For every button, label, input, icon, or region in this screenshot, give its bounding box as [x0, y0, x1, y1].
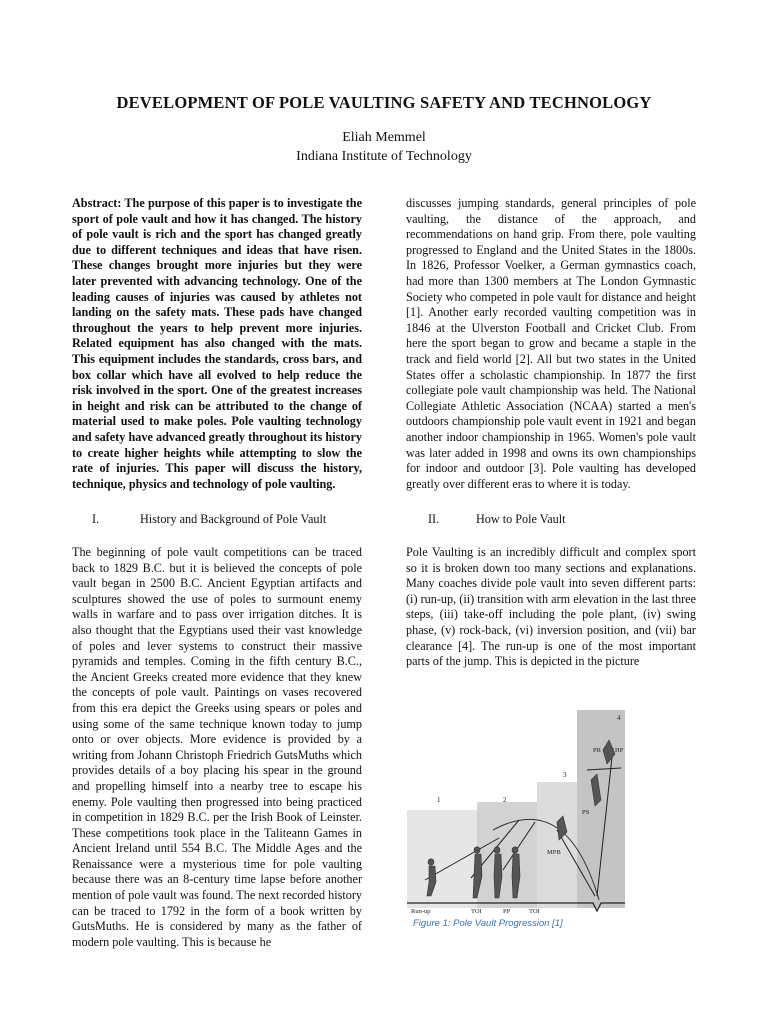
phase-1-panel: [407, 810, 477, 908]
label-hp: HP: [615, 747, 624, 754]
phase-number-1: 1: [437, 796, 441, 804]
label-toi-2: TOI: [529, 908, 540, 915]
phase-number-2: 2: [503, 796, 507, 804]
phase-number-4: 4: [617, 714, 621, 722]
figure-caption: Figure 1: Pole Vault Progression [1]: [413, 918, 563, 929]
paper-title: DEVELOPMENT OF POLE VAULTING SAFETY AND TECHNOLOGY: [116, 93, 652, 112]
section-1-title: History and Background of Pole Vault: [140, 512, 327, 526]
figure-illustration: [407, 710, 625, 915]
section-2-number: II.: [428, 512, 440, 526]
section-2-heading: [428, 512, 566, 527]
label-pp: PP: [503, 908, 511, 915]
phase-2-panel: [477, 802, 537, 908]
section-1-body: The beginning of pole vault competitions can be traced back to 1829 B.C. but it is believed the concepts of pole vault began in 2500 B.C. Ancient Egyptian artifacts and sculptures showed the use of poles to surmount enemy walls in warfare and to pass over irrigation ditches. It is also thought that the Egyptians used their vast knowledge of poles and lever systems to construct their massive pyramids and temples. Coming in the fifth century B.C., the Ancient Greeks created more evidence that they knew the concepts of pole vault. Paintings on vases recovered from this era depict the Greeks using spears or poles and using some of the same technique known today to jump onto or over objects. More evidence is provided by a writing from Johann Christoph Friedrich GutsMuths which provides details of a boy placing his spear in the ground and propelling himself into a nearby tree to escape his enemy. Pole vaulting then progressed into being practiced in competition in 1829 B.C. per the Irish Book of Leinster. These competitions took place in the Taliteann Games in Ancient Ireland until 554 B.C. The Middle Ages and the Renaissance were a mysterious time for pole vaulting because there was an 8-century time lapse before another mention of pole vault was found. The next recorded history can be traced to 1792 in the form of a book written by GutsMuths. He is considered by many as the father of modern pole vaulting. This is because he: [72, 545, 362, 949]
section-2-title: How to Pole Vault: [476, 512, 566, 526]
label-ps: PS: [582, 809, 590, 816]
section-2-body: Pole Vaulting is an incredibly difficult and complex sport so it is broken down too many sections and explanations. Many coaches divide pole vault into seven different parts: (i) run-up, (ii) transition with arm elevation in the last three steps, (iii) take-off including the pole plant, (iv) swing phase, (v) rock-back, (vi) inversion position, and (vii) bar clearance [4]. The run-up is one of the most important parts of the jump. This is depicted in the picture: [406, 545, 696, 669]
section-1-heading: [92, 512, 326, 527]
pole-vault-progression-figure: [407, 710, 625, 915]
phase-3-panel: [537, 782, 577, 908]
label-pr: PR: [593, 747, 601, 754]
author-affiliation: Indiana Institute of Technology: [296, 149, 472, 164]
label-toi-1: TOI: [471, 908, 482, 915]
phase-number-3: 3: [563, 771, 567, 779]
history-continuation-paragraph: discusses jumping standards, general principles of pole vaulting, the distance of the approach, and recommendations on hand grip. From there, pole vaulting progressed to England and the United States in the 1800s. In 1826, Professor Voelker, a German gymnastics coach, had more than 1300 members at The London Gymnastic Society who competed in pole vault for distance and height [1]. Another early recorded vaulting competition was in 1846 at the Ulverston Football and Cricket Club. From here the sport began to grow and became a staple in the track and field world [2]. All but two states in the United States offer a scholastic championship. In 1877 the first collegiate pole vault championship was held. The National Collegiate Athletic Association (NCAA) started a men's outdoors championship pole vault event in 1921 and began another indoor championship in 1965. Women's pole vault was later added in 1998 and owns its own championships for indoor and outdoor [3]. Pole vaulting has developed greatly over different eras to where it is today.: [406, 196, 696, 491]
author-name: Eliah Memmel: [342, 130, 426, 145]
label-run-up: Run-up: [411, 908, 431, 915]
label-mpb: MPB: [547, 849, 561, 856]
section-1-number: I.: [92, 512, 100, 526]
abstract-paragraph: Abstract: The purpose of this paper is to investigate the sport of pole vault and how it has changed. The history of pole vault is rich and the sport has changed greatly due to different techniques and ideas that have risen. These changes brought more injuries but they were later prevented with advancing technology. One of the leading causes of injuries was caused by athletes not landing on the safety mats. These pads have changed throughout the years to help prevent more injuries. Related equipment has also changed with the mats. This equipment includes the standards, cross bars, and box collar which have all evolved to help reduce the risk involved in the sport. One of the greatest increases in height and risk can be attributed to the change of material used to make poles. Pole vaulting technology and safety have advanced greatly throughout its history to create higher heights while attempting to slow the rate of injuries. This paper will discuss the history, technique, physics and technology of pole vaulting.: [72, 196, 362, 491]
